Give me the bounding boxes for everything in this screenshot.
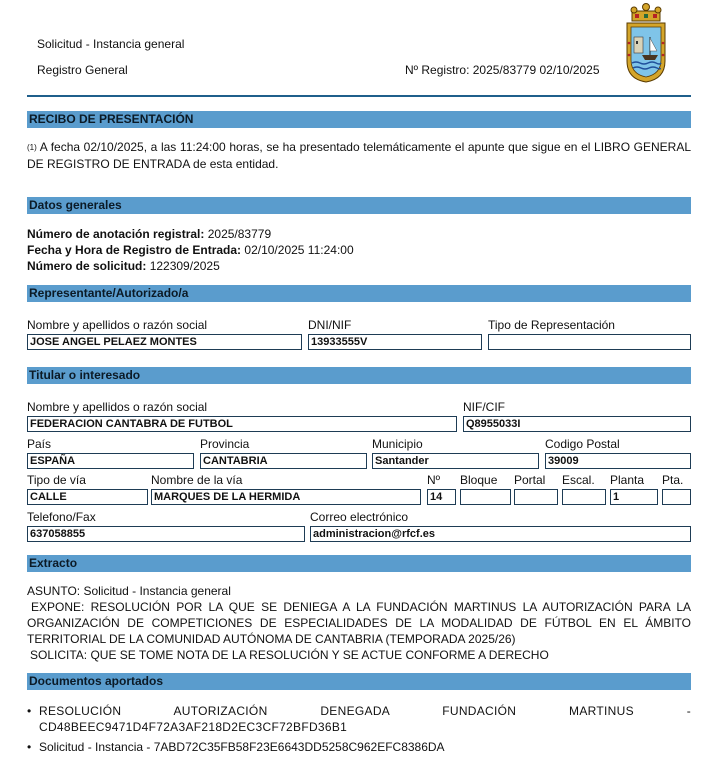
documentos-header [27, 673, 691, 690]
recibo-text: A fecha 02/10/2025, a las 11:24:00 horas, se ha presentado telemáticamente el apunte que sigue en el LIBRO GENERAL DE REGISTRO DE ENTRADA de esta entidad. [27, 140, 691, 171]
extracto-block [27, 583, 691, 663]
tit-municipio-field[interactable]: Santander [372, 453, 539, 469]
rep-nombre-field[interactable]: JOSE ANGEL PELAEZ MONTES [27, 334, 302, 350]
header-divider [27, 95, 691, 97]
rep-dni-label: DNI/NIF [308, 318, 352, 332]
solicitud-label: Número de solicitud: [27, 259, 147, 273]
tit-telefono-field[interactable]: 637058855 [27, 526, 305, 542]
rep-tipo-field[interactable] [488, 334, 691, 350]
tit-cp-field[interactable]: 39009 [545, 453, 691, 469]
tit-portal-field[interactable] [514, 489, 558, 505]
extracto-asunto: ASUNTO: Solicitud - Instancia general [27, 584, 231, 598]
recibo-title: RECIBO DE PRESENTACIÓN [29, 112, 194, 126]
tit-pta-field[interactable] [662, 489, 691, 505]
solicitud-value: 122309/2025 [149, 259, 220, 273]
tit-escal-field[interactable] [562, 489, 606, 505]
tit-tipo-via-field[interactable]: CALLE [27, 489, 148, 505]
tit-correo-label: Correo electrónico [310, 510, 409, 524]
registro-number: Nº Registro: 2025/83779 02/10/2025 [405, 63, 600, 77]
datos-generales-header [27, 197, 691, 214]
representante-title: Representante/Autorizado/a [29, 286, 189, 300]
tit-bloque-label: Bloque [460, 473, 498, 487]
documentos-title: Documentos aportados [29, 674, 164, 688]
tit-pta-label: Pta. [662, 473, 684, 487]
documento-text: Solicitud - Instancia - 7ABD72C35FB58F23E6643DD5258C962EFC8386DA [39, 740, 445, 754]
tit-bloque-field[interactable] [460, 489, 511, 505]
fecha-label: Fecha y Hora de Registro de Entrada: [27, 243, 242, 257]
documento-text: RESOLUCIÓN AUTORIZACIÓN DENEGADA FUNDACIÓN MARTINUS - CD48BEEC9471D4F72A3AF218D2EC3CF72BFD36B1 [39, 704, 691, 734]
bullet-icon: • [27, 740, 32, 754]
datos-generales-block [27, 226, 691, 274]
note-mark: (1) [27, 143, 37, 152]
tit-num-field[interactable]: 14 [427, 489, 456, 505]
documentos-list [27, 703, 691, 755]
tit-cp-label: Codigo Postal [545, 437, 620, 451]
tit-pais-field[interactable]: ESPAÑA [27, 453, 194, 469]
fecha-value: 02/10/2025 11:24:00 [244, 243, 354, 257]
tit-correo-field[interactable]: administracion@rfcf.es [310, 526, 691, 542]
tit-nombre-via-label: Nombre de la vía [151, 473, 243, 487]
tit-nombre-label: Nombre y apellidos o razón social [27, 400, 208, 414]
documento-item [27, 739, 691, 755]
tit-provincia-field[interactable]: CANTABRIA [200, 453, 367, 469]
titular-title: Titular o interesado [29, 368, 141, 382]
tit-escal-label: Escal. [562, 473, 595, 487]
extracto-solicita: SOLICITA: QUE SE TOME NOTA DE LA RESOLUCIÓN Y SE ACTUE CONFORME A DERECHO [30, 648, 549, 662]
tit-nombre-field[interactable]: FEDERACION CANTABRA DE FUTBOL [27, 416, 457, 432]
tit-planta-label: Planta [610, 473, 645, 487]
titular-header [27, 367, 691, 384]
anotacion-label: Número de anotación registral: [27, 227, 205, 241]
extracto-title: Extracto [29, 556, 78, 570]
tit-telefono-label: Telefono/Fax [27, 510, 96, 524]
header-subtitle: Registro General [37, 63, 128, 77]
tit-num-label: Nº [427, 473, 441, 487]
datos-generales-title: Datos generales [29, 198, 122, 212]
tit-municipio-label: Municipio [372, 437, 423, 451]
extracto-header [27, 555, 691, 572]
recibo-text-block [27, 139, 691, 172]
rep-tipo-label: Tipo de Representación [488, 318, 615, 332]
tit-nombre-via-field[interactable]: MARQUES DE LA HERMIDA [151, 489, 421, 505]
tit-provincia-label: Provincia [200, 437, 250, 451]
representante-header [27, 285, 691, 302]
extracto-expone: EXPONE: RESOLUCIÓN POR LA QUE SE DENIEGA A LA FUNDACIÓN MARTINUS LA AUTORIZACIÓN PARA LA ORGANIZACIÓN DE COMPETICIONES DE ESPECIALIDADES DE LA MODALIDAD DE FÚTBOL EN EL ÁMBITO TERRITORIAL DE LA COMUNIDAD AUTÓNOMA DE CANTABRIA (TEMPORADA 2025/26) [27, 600, 691, 646]
tit-pais-label: País [27, 437, 52, 451]
tit-portal-label: Portal [514, 473, 546, 487]
tit-tipo-via-label: Tipo de vía [27, 473, 86, 487]
coat-of-arms-logo [624, 3, 668, 83]
tit-planta-field[interactable]: 1 [610, 489, 658, 505]
rep-nombre-label: Nombre y apellidos o razón social [27, 318, 208, 332]
anotacion-value: 2025/83779 [207, 227, 272, 241]
rep-dni-field[interactable]: 13933555V [308, 334, 482, 350]
tit-nif-field[interactable]: Q8955033I [463, 416, 691, 432]
documento-item [27, 703, 691, 735]
recibo-section-header [27, 111, 691, 128]
bullet-icon: • [27, 704, 32, 718]
tit-nif-label: NIF/CIF [463, 400, 505, 414]
header-title: Solicitud - Instancia general [37, 37, 185, 51]
